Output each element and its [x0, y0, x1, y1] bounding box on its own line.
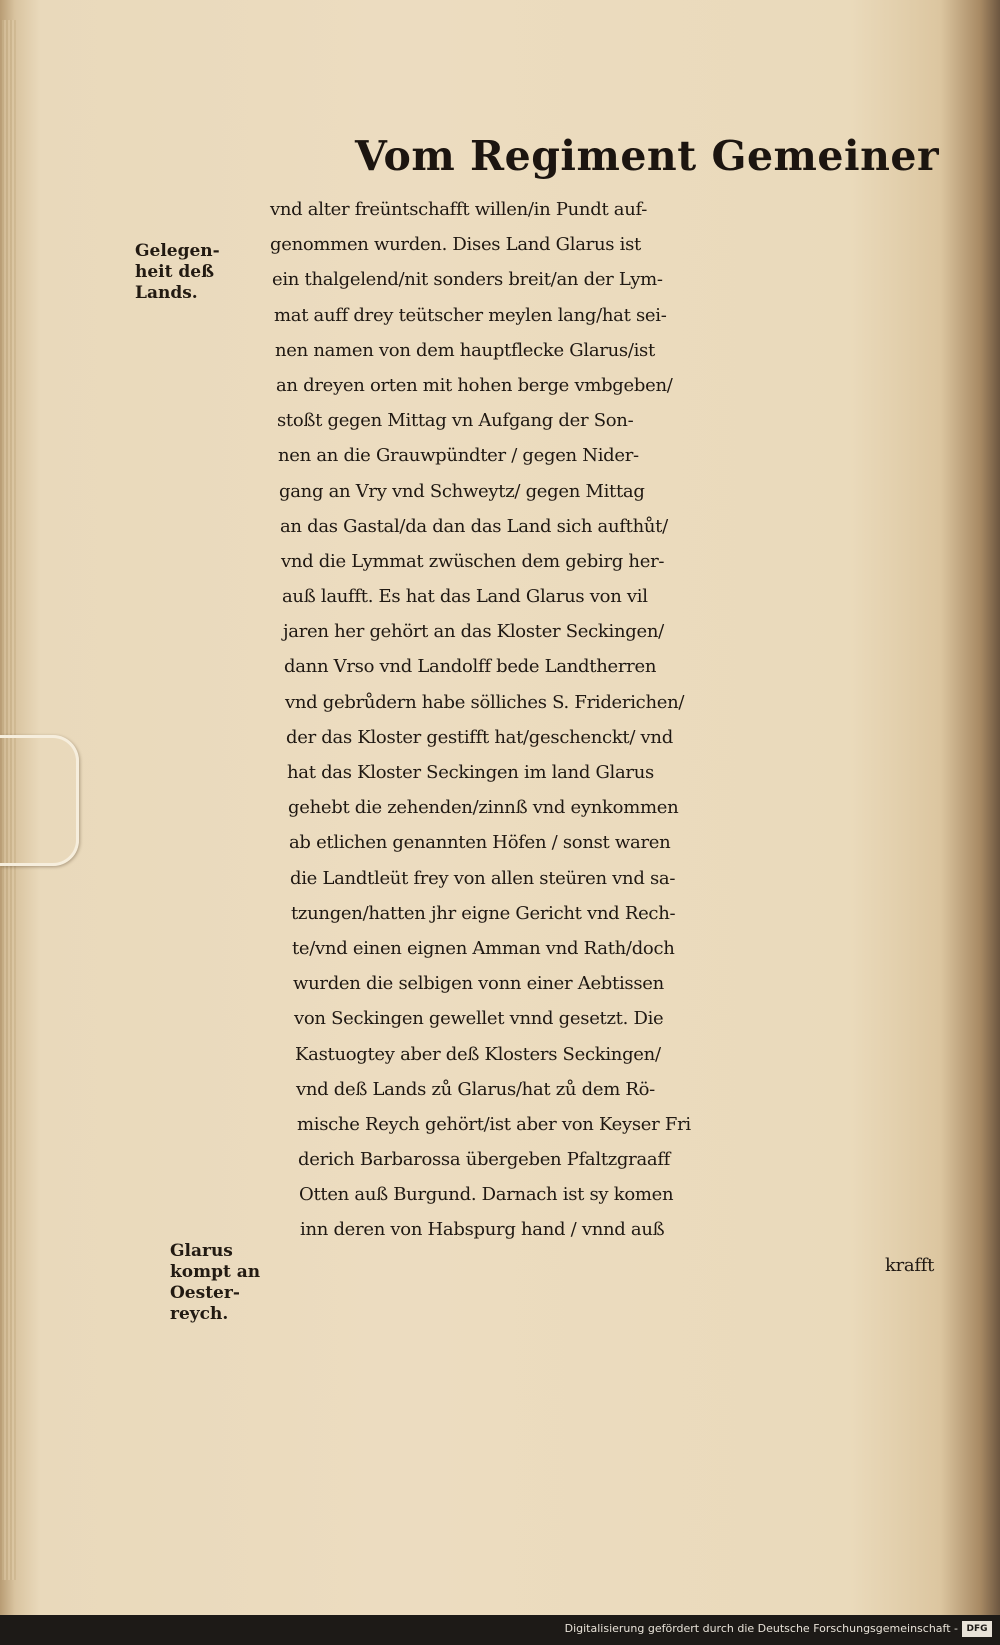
margin-note-gelegenheit — [135, 241, 220, 304]
margin-note-line: kompt an — [170, 1262, 261, 1282]
text-line: vnd alter freüntschafft willen/in Pundt auf- — [270, 199, 648, 220]
text-line: mische Reych gehört/ist aber von Keyser Fri — [297, 1113, 691, 1135]
text-line: nen an die Grauwpündter / gegen Nider- — [278, 445, 639, 467]
text-line: ab etlichen genannten Höfen / sonst waren — [289, 832, 671, 854]
margin-note-line: Gelegen- — [135, 241, 220, 261]
text-line: der das Kloster gestifft hat/geschenckt/ vnd — [286, 726, 673, 748]
margin-note-line: Oester- — [170, 1283, 240, 1303]
dfg-logo: DFG — [962, 1621, 992, 1637]
catchword: krafft — [885, 1254, 935, 1276]
text-line: te/vnd einen eignen Amman vnd Rath/doch — [292, 937, 675, 959]
running-heading: Vom Regiment Gemeiner — [355, 132, 940, 180]
footer-bar — [0, 1615, 1000, 1645]
text-line: an das Gastal/da dan das Land sich aufthůt/ — [280, 515, 668, 537]
margin-note-line: reych. — [170, 1304, 229, 1324]
margin-note-line: Glarus — [170, 1241, 233, 1261]
margin-note-line: Lands. — [135, 283, 198, 303]
text-line: gang an Vry vnd Schweytz/ gegen Mittag — [279, 480, 645, 502]
text-line: genommen wurden. Dises Land Glarus ist — [270, 234, 641, 256]
text-line: vnd die Lymmat zwüschen dem gebirg her- — [281, 550, 665, 572]
text-line: hat das Kloster Seckingen im land Glarus — [287, 762, 654, 783]
body-text — [270, 192, 970, 1283]
text-line: vnd gebrůdern habe sölliches S. Friderichen/ — [285, 691, 685, 713]
footer-credit: Digitalisierung gefördert durch die Deutsche Forschungsgemeinschaft - — [564, 1622, 958, 1635]
text-line: nen namen von dem hauptflecke Glarus/ist — [275, 339, 655, 361]
text-line: vnd deß Lands zů Glarus/hat zů dem Rö- — [296, 1078, 655, 1100]
text-line: inn deren von Habspurg hand / vnnd auß — [300, 1219, 665, 1241]
margin-note-line: heit deß — [135, 262, 215, 282]
text-line: Otten auß Burgund. Darnach ist sy komen — [299, 1184, 674, 1206]
text-line: von Seckingen gewellet vnnd gesetzt. Die — [294, 1008, 664, 1030]
text-line: ein thalgelend/nit sonders breit/an der Lym- — [272, 269, 663, 291]
page-fold-mark — [0, 735, 79, 866]
text-line: die Landtleüt frey von allen steüren vnd sa- — [290, 867, 676, 889]
margin-note-glarus — [170, 1241, 260, 1325]
text-line: derich Barbarossa übergeben Pfaltzgraaff — [298, 1149, 671, 1171]
text-line: an dreyen orten mit hohen berge vmbgeben/ — [276, 374, 673, 396]
text-line: auß laufft. Es hat das Land Glarus von vil — [282, 586, 648, 608]
text-line: mat auff drey teütscher meylen lang/hat sei- — [274, 304, 667, 326]
text-line: jaren her gehört an das Kloster Seckingen/ — [283, 621, 664, 643]
text-line: wurden die selbigen vonn einer Aebtissen — [293, 973, 664, 995]
text-line: dann Vrso vnd Landolff bede Landtherren — [284, 656, 657, 678]
text-line: Kastuogtey aber deß Klosters Seckingen/ — [295, 1043, 661, 1065]
text-line: tzungen/hatten jhr eigne Gericht vnd Rech- — [291, 902, 676, 924]
text-line: stoßt gegen Mittag vn Aufgang der Son- — [277, 410, 634, 432]
text-line: gehebt die zehenden/zinnß vnd eynkommen — [288, 797, 679, 819]
